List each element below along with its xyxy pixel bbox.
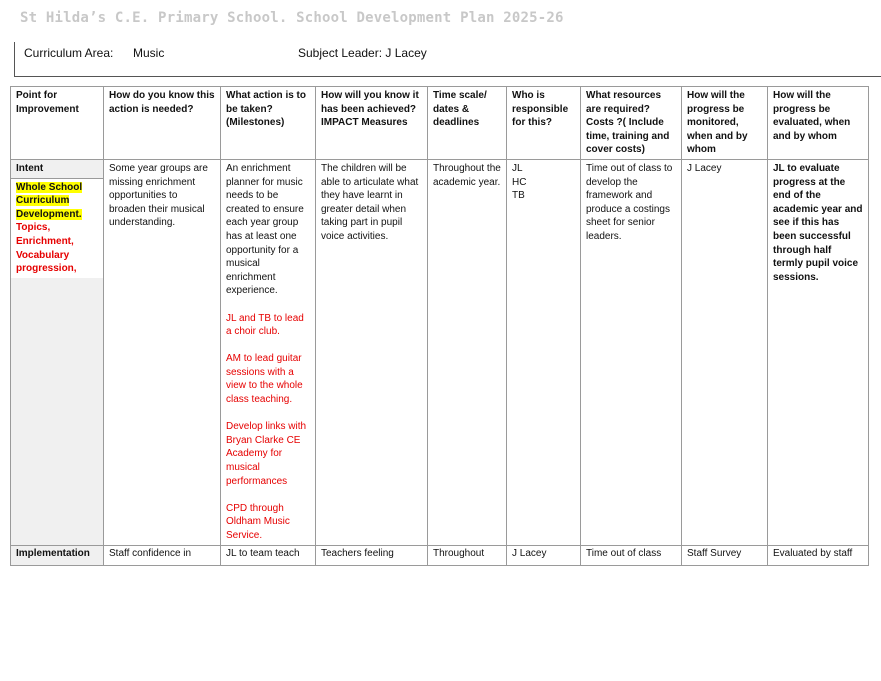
intent-timescale-cell: Throughout the academic year. — [428, 159, 507, 545]
intent-responsible-cell — [507, 159, 581, 545]
implementation-action-cell: JL to team teach — [221, 545, 316, 565]
implementation-timescale-cell: Throughout — [428, 545, 507, 565]
responsible-jl: JL — [512, 162, 523, 174]
intent-evaluated-cell: JL to evaluate progress at the end of the academic year and see if this has been successful through half termly pupil voice sessions. — [768, 159, 869, 545]
intent-red-text: Topics, Enrichment, Vocabulary progression, — [16, 222, 77, 275]
header-resources: What resources are required? Costs ?( Include time, training and cover costs) — [581, 87, 682, 160]
implementation-label: Implementation — [11, 545, 104, 565]
header-impact-measures: How will you know it has been achieved? IMPACT Measures — [316, 87, 428, 160]
header-time-scale: Time scale/ dates & deadlines — [428, 87, 507, 160]
intent-highlight-text: Whole School Curriculum Development. — [16, 181, 83, 220]
header-row — [11, 87, 869, 160]
header-evaluated: How will the progress be evaluated, when and by whom — [768, 87, 869, 160]
curriculum-area-label: Curriculum Area: — [24, 46, 114, 60]
document-title: St Hilda’s C.E. Primary School. School Development Plan 2025-26 — [20, 10, 564, 26]
subject-leader-label: Subject Leader: J Lacey — [298, 46, 427, 60]
intent-cell — [11, 159, 104, 545]
header-point-for-improvement: Point for Improvement — [11, 87, 104, 160]
development-plan-table — [10, 86, 869, 566]
responsible-hc: HC — [512, 176, 527, 188]
implementation-responsible-cell: J Lacey — [507, 545, 581, 565]
intent-action-guitar: AM to lead guitar sessions with a view to the whole class teaching. — [226, 353, 303, 406]
info-box — [14, 42, 881, 77]
intent-action-cell — [221, 159, 316, 545]
header-monitored: How will the progress be monitored, when and by whom — [682, 87, 768, 160]
intent-resources-cell: Time out of class to develop the framework and produce a costings sheet for senior leaders. — [581, 159, 682, 545]
implementation-impact-cell: Teachers feeling — [316, 545, 428, 565]
header-action-taken: What action is to be taken? (Milestones) — [221, 87, 316, 160]
implementation-evaluated-cell: Evaluated by staff — [768, 545, 869, 565]
implementation-need-cell: Staff confidence in — [104, 545, 221, 565]
header-responsible: Who is responsible for this? — [507, 87, 581, 160]
header-how-know-needed: How do you know this action is needed? — [104, 87, 221, 160]
curriculum-area-value: Music — [133, 46, 165, 60]
responsible-tb: TB — [512, 190, 525, 202]
intent-action-links: Develop links with Bryan Clarke CE Academy for musical performances — [226, 421, 307, 487]
intent-monitored-cell: J Lacey — [682, 159, 768, 545]
intent-need-cell: Some year groups are missing enrichment opportunities to broaden their musical understanding. — [104, 159, 221, 545]
implementation-resources-cell: Time out of class — [581, 545, 682, 565]
intent-action-cpd: CPD through Oldham Music Service. — [226, 502, 290, 541]
intent-action-choir: JL and TB to lead a choir club. — [226, 312, 304, 338]
implementation-monitored-cell: Staff Survey — [682, 545, 768, 565]
table-row-intent — [11, 159, 869, 545]
intent-impact-cell: The children will be able to articulate what they have learnt in greater detail when taking part in pupil voice activities. — [316, 159, 428, 545]
table-row-implementation — [11, 545, 869, 565]
intent-focus — [11, 179, 103, 278]
intent-label: Intent — [11, 160, 103, 179]
intent-action-main: An enrichment planner for music needs to be created to ensure each year group has at least one opportunity for a musical enrichment experience. — [226, 162, 304, 297]
